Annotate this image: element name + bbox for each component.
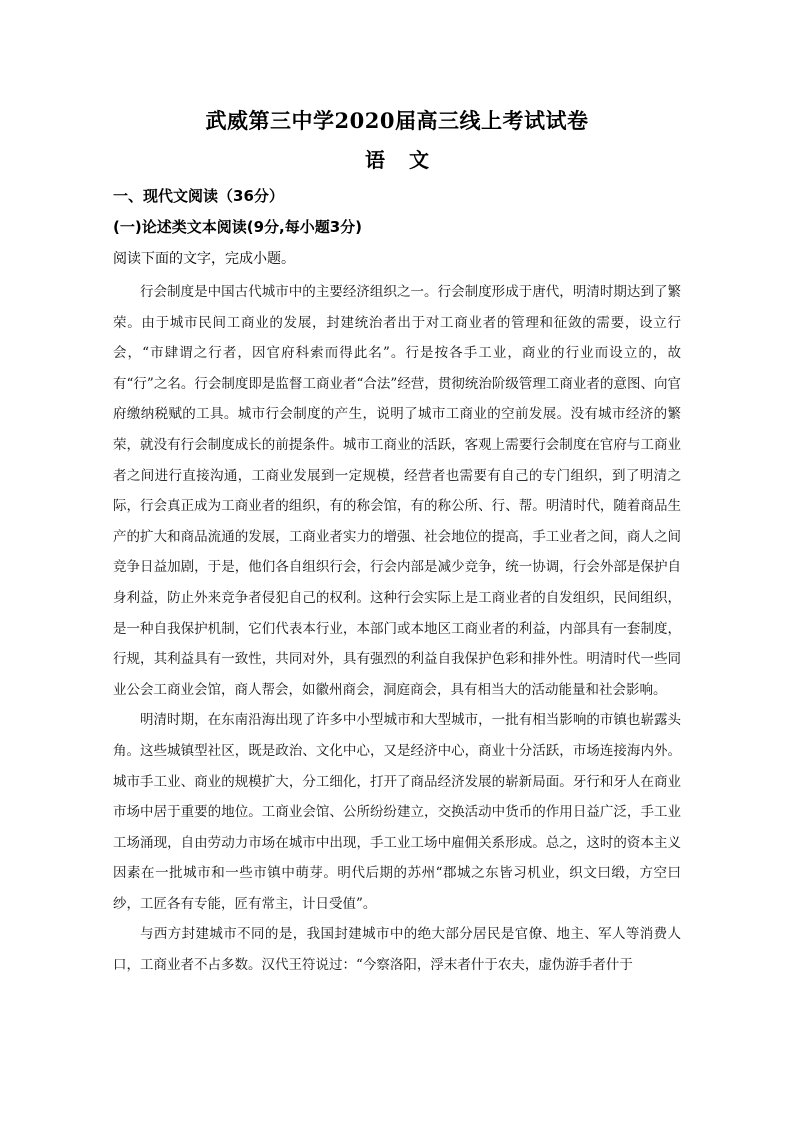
section-heading: 一、现代文阅读（36分） xyxy=(113,187,284,205)
passage-paragraph-3: 与西方封建城市不同的是，我国封建城市中的绝大部分居民是官僚、地主、军人等消费人口，工商业者不占多数。汉代王符说过：“今察洛阳，浮末者什于农夫，虚伪游手者什于 xyxy=(113,926,681,974)
reading-passage xyxy=(113,277,681,981)
subject-heading: 语文 xyxy=(365,148,453,172)
subsection-heading: (一)论述类文本阅读(9分,每小题3分) xyxy=(113,218,362,236)
passage-paragraph-1: 行会制度是中国古代城市中的主要经济组织之一。行会制度形成于唐代，明清时期达到了繁荣。由于城市民间工商业的发展，封建统治者出于对工商业者的管理和征敛的需要，设立行会，“市肆谓之行者，因官府科索而得此名”。行是按各手工业，商业的行业而设立的，故有“行”之名。行会制度即是监督工商业者“合法”经营，贯彻统治阶级管理工商业者的意图、向官府缴纳税赋的工具。城市行会制度的产生，说明了城市工商业的空前发展。没有城市经济的繁荣，就没有行会制度成长的前提条件。城市工商业的活跃，客观上需要行会制度在官府与工商业者之间进行直接沟通，工商业发展到一定规模，经营者也需要有自己的专门组织，到了明清之际，行会真正成为工商业者的组织，有的称会馆，有的称公所、行、帮。明清时代，随着商品生产的扩大和商品流通的发展，工商业者实力的增强、社会地位的提高，手工业者之间，商人之间竞争日益加剧，于是，他们各自组织行会，行会内部是减少竞争，统一协调，行会外部是保护自身利益，防止外来竞争者侵犯自己的权利。这种行会实际上是工商业者的自发组织，民间组织，是一种自我保护机制，它们代表本行业，本部门或本地区工商业者的利益，内部具有一套制度，行规，其利益具有一致性，共同对外，具有强烈的利益自我保护色彩和排外性。明清时代一些同业公会工商业会馆，商人帮会，如徽州商会，洞庭商会，具有相当大的活动能量和社会影响。 xyxy=(113,284,681,698)
reading-instruction: 阅读下面的文字，完成小题。 xyxy=(113,251,295,267)
passage-paragraph-2: 明清时期，在东南沿海出现了许多中小型城市和大型城市，一批有相当影响的市镇也崭露头角。这些城镇型社区，既是政治、文化中心，又是经济中心，商业十分活跃，市场连接海内外。城市手工业、商业的规模扩大，分工细化，打开了商品经济发展的崭新局面。牙行和牙人在商业市场中居于重要的地位。工商业会馆、公所纷纷建立，交换活动中货币的作用日益广泛，手工业工场涌现，自由劳动力市场在城市中出现，手工业工场中雇佣关系形成。总之，这时的资本主义因素在一批城市和一些市镇中萌芽。明代后期的苏州“郡城之东皆习机业，织文曰缎，方空曰纱，工匠各有专能，匠有常主，计日受值”。 xyxy=(113,712,681,912)
document-title: 武威第三中学2020届高三线上考试试卷 xyxy=(205,108,589,133)
